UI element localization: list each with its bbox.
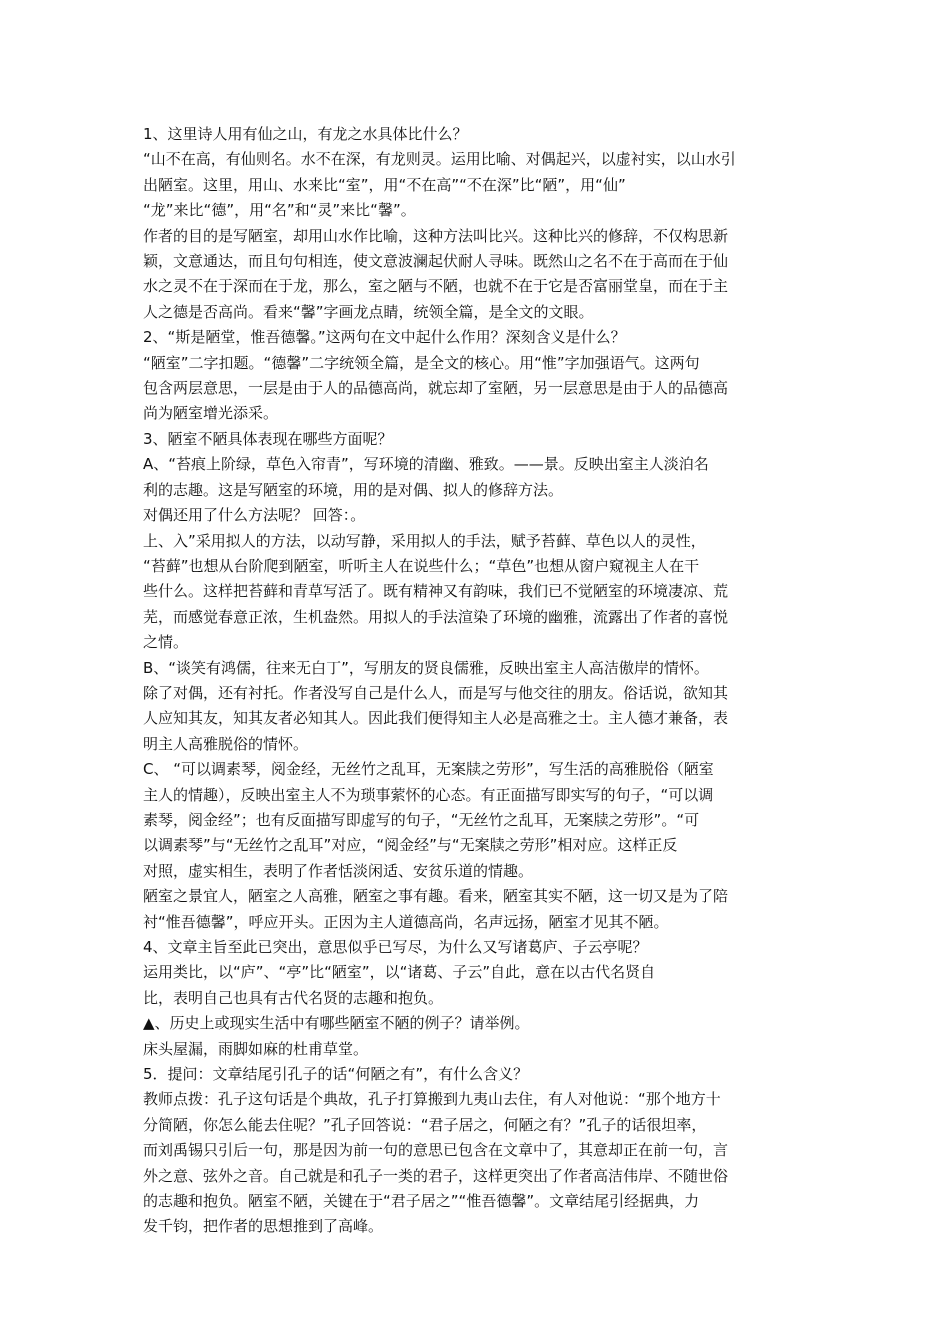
text-line: 1、这里诗人用有仙之山，有龙之水具体比什么？ [143, 125, 468, 143]
text-line: “苔藓”也想从台阶爬到陋室，听听主人在说些什么；“草色”也想从窗户窥视主人在干 [143, 556, 700, 575]
text-line: 教师点拨：孔子这句话是个典故，孔子打算搬到九夷山去住，有人对他说：“那个地方十 [143, 1090, 721, 1109]
document-body [143, 122, 813, 1240]
text-line: 出陋室。这里，用山、水来比“室”，用“不在高”“不在深”比“陋”，用“仙” [143, 175, 626, 194]
text-line: 发千钧，把作者的思想推到了高峰。 [143, 1217, 384, 1236]
text-line: 芜，而感觉春意正浓，生机盎然。用拟人的手法渲染了环境的幽雅，流露出了作者的喜悦 [143, 607, 729, 626]
text-line: 些什么。这样把苔藓和青草写活了。既有精神又有韵味，我们已不觉陋室的环境凄凉、荒 [143, 582, 729, 601]
text-line: 上、入”采用拟人的方法，以动写静，采用拟人的手法，赋予苔藓、草色以人的灵性， [143, 531, 706, 550]
text-line: 明主人高雅脱俗的情怀。 [143, 734, 309, 753]
text-line: “龙”来比“德”，用“名”和“灵”来比“馨”。 [143, 201, 416, 220]
text-line: 尚为陋室增光添采。 [143, 404, 279, 423]
text-line: B、“谈笑有鸿儒，往来无白丁”，写朋友的贤良儒雅，反映出室主人高洁傲岸的情怀。 [143, 658, 709, 677]
text-line: 水之灵不在于深而在于龙，那么，室之陋与不陋，也就不在于它是否富丽堂皇，而在于主 [143, 277, 729, 296]
text-line: 床头屋漏，雨脚如麻的杜甫草堂。 [143, 1039, 369, 1058]
text-line: “陋室”二字扣题。“德馨”二字统领全篇，是全文的核心。用“惟”字加强语气。这两句 [143, 353, 700, 372]
text-line: 分简陋，你怎么能去住呢？”孔子回答说：“君子居之，何陋之有？”孔子的话很坦率， [143, 1115, 707, 1134]
text-line: 陋室之景宜人，陋室之人高雅，陋室之事有趣。看来，陋室其实不陋，这一切又是为了陪 [143, 887, 729, 906]
text-line: C、 “可以调素琴，阅金经，无丝竹之乱耳，无案牍之劳形”，写生活的高雅脱俗（陋室 [143, 760, 714, 779]
text-line: 作者的目的是写陋室，却用山水作比喻，这种方法叫比兴。这种比兴的修辞，不仅构思新 [143, 226, 729, 245]
text-line: 除了对偶，还有衬托。作者没写自己是什么人，而是写与他交往的朋友。俗话说，欲知其 [143, 683, 729, 702]
text-line: 人之德是否高尚。看来“馨”字画龙点睛，统领全篇，是全文的文眼。 [143, 302, 594, 321]
text-line: 主人的情趣），反映出室主人不为琐事萦怀的心态。有正面描写即实写的句子，“可以调 [143, 785, 714, 804]
text-line: A、“苔痕上阶绿，草色入帘青”，写环境的清幽、雅致。——景。反映出室主人淡泊名 [143, 455, 709, 474]
text-line: 人应知其友，知其友者必知其人。因此我们便得知主人必是高雅之士。主人德才兼备，表 [143, 709, 729, 728]
text-line: “山不在高，有仙则名。水不在深，有龙则灵。运用比喻、对偶起兴，以虚衬实，以山水引 [143, 150, 736, 169]
text-line: 之情。 [143, 633, 189, 652]
text-line: 包含两层意思，一层是由于人的品德高尚，就忘却了室陋，另一层意思是由于人的品德高 [143, 379, 729, 398]
text-line: 3、陋室不陋具体表现在哪些方面呢？ [143, 429, 393, 448]
text-line: 外之意、弦外之音。自己就是和孔子一类的君子，这样更突出了作者高洁伟岸、不随世俗 [143, 1166, 729, 1185]
text-line: 2、“斯是陋堂，惟吾德馨。”这两句在文中起什么作用？深刻含义是什么？ [143, 328, 626, 347]
text-line: 5．提问：文章结尾引孔子的话“何陋之有”，有什么含义？ [143, 1065, 529, 1084]
text-line: 比，表明自己也具有古代名贤的志趣和抱负。 [143, 988, 444, 1007]
text-line: 对照，虚实相生，表明了作者恬淡闲适、安贫乐道的情趣。 [143, 861, 534, 880]
text-line: 运用类比，以“庐”、“亭”比“陋室”，以“诸葛、子云”自此，意在以古代名贤自 [143, 963, 656, 982]
text-line: 衬“惟吾德馨”，呼应开头。正因为主人道德高尚，名声远扬，陋室才见其不陋。 [143, 912, 669, 931]
text-line: 利的志趣。这是写陋室的环境，用的是对偶、拟人的修辞方法。 [143, 480, 564, 499]
text-line: 的志趣和抱负。陋室不陋，关键在于“君子居之”“惟吾德馨”。文章结尾引经据典，力 [143, 1192, 700, 1211]
text-line: 对偶还用了什么方法呢？ 回答：。 [143, 506, 366, 525]
text-line: 4、文章主旨至此已突出，意思似乎已写尽，为什么又写诸葛庐、子云亭呢？ [143, 938, 648, 956]
text-line: 以调素琴”与“无丝竹之乱耳”对应，“阅金经”与“无案牍之劳形”相对应。这样正反 [143, 836, 678, 855]
text-line: 颖，文意通达，而且句句相连，使文意波澜起伏耐人寻味。既然山之名不在于高而在于仙 [143, 252, 729, 271]
text-line: ▲、历史上或现实生活中有哪些陋室不陋的例子？请举例。 [143, 1014, 530, 1033]
text-line: 而刘禹锡只引后一句，那是因为前一句的意思已包含在文章中了，其意却正在前一句，言 [143, 1141, 729, 1160]
text-line: 素琴，阅金经”；也有反面描写即虚写的句子，“无丝竹之乱耳，无案牍之劳形”。“可 [143, 810, 700, 829]
